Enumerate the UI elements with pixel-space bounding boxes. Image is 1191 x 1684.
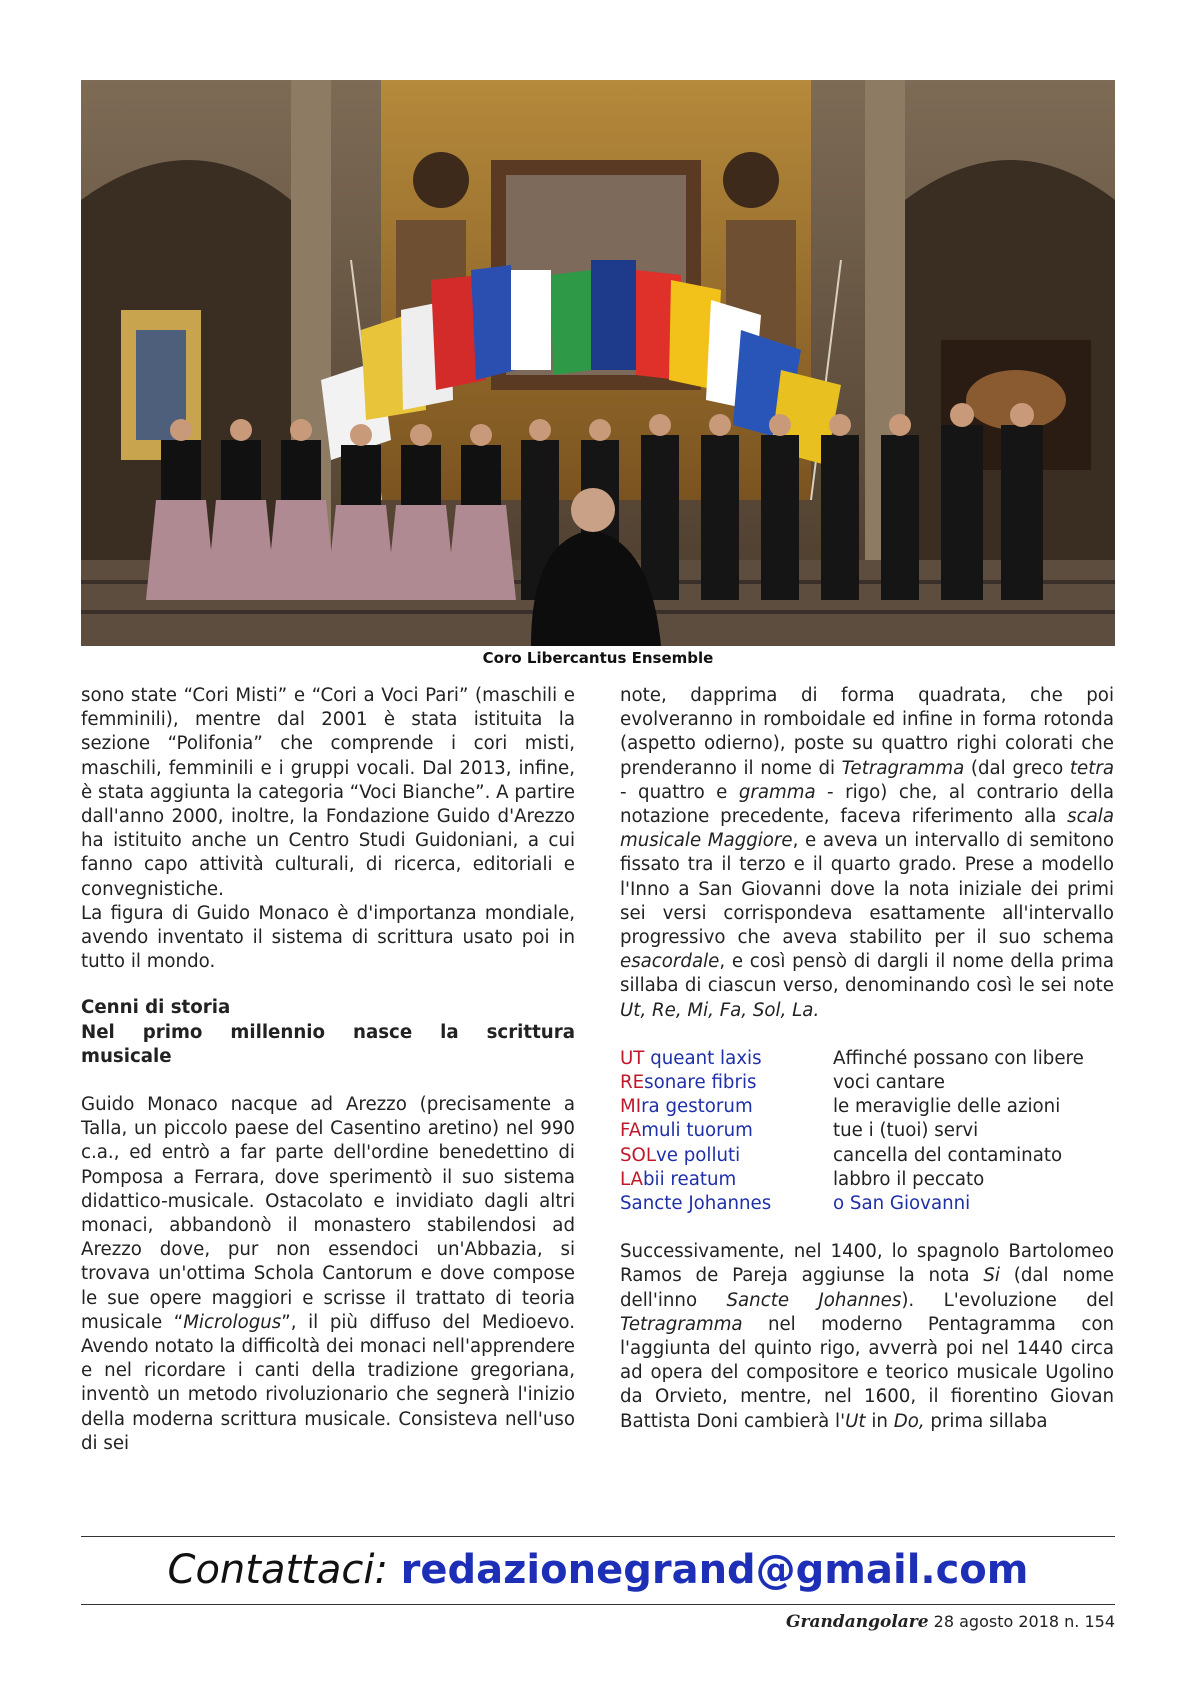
hymn-row: LAbii reatum labbro il peccato <box>620 1168 985 1190</box>
paragraph-notes: note, dapprima di forma quadrata, che poi evolveranno in romboidale ed infine in forma rotonda (aspetto odierno), poste su quattro righi colorati che prenderanno il nome di Tetragramma (dal greco tetra - quattro e gramma - rigo) che, al contrario della notazione precedente, faceva riferimento alla scala musicale Maggiore, e aveva un intervallo di semitono fissato tra il terzo e il quarto grado. Prese a modello l'Inno a San Giovanni dove la nota iniziale dei primi sei versi corrispondeva esattamente all'intervallo progressivo che aveva stabilito per il suo schema esacordale, e così pensò di dargli il nome della prima sillaba di ciascun verso, denominando così le sei note Ut, Re, Mi, Fa, Sol, La. <box>620 685 1115 1021</box>
hymn-row: REsonare fibris voci cantare <box>620 1072 945 1094</box>
page-footer <box>786 1612 1115 1632</box>
left-column <box>81 684 575 1456</box>
section-heading <box>81 996 575 1069</box>
paragraph-intro: sono state “Cori Misti” e “Cori a Voci Pari” (maschili e femminili), mentre dal 2001 è stata istituita la sezione “Polifonia” che comprende i cori misti, maschili, femminili e i gruppi vocali. Dal 2013, infine, è stata aggiunta la categoria “Voci Bianche”. A partire dall'anno 2000, inoltre, la Fondazione Guido d'Arezzo ha istituito anche un Centro Studi Guidoniani, a cui fanno capo attività culturali, di ricerca, editoriali e convegnistiche. <box>81 685 575 900</box>
paragraph-history: Guido Monaco nacque ad Arezzo (precisamente a Talla, un piccolo paese del Casentino aretino) nel 990 c.a., ed entrò a far parte dell'ordine benedettino di Pomposa a Ferrara, dove sperimentò il suo sistema didattico-musicale. Ostacolato e invidiato dagli altri monaci, abbandonò il monastero stabilendosi ad Arezzo dove, pur non essendoci un'Abbazia, si trovava un'ottima Schola Cantorum e dove compose le sue opere maggiori e scrisse il trattato di teoria musicale “Micrologus”, il più diffuso del Medioevo. Avendo notato la difficoltà dei monaci nell'apprendere e nel ricordare i canti della tradizione gregoriana, inventò un metodo rivoluzionario che segnerà l'inizio della moderna scrittura musicale. Consisteva nell'uso di sei <box>81 1094 575 1454</box>
hymn-row: UT queant laxis Affinché possano con libere <box>620 1047 1084 1069</box>
paragraph-guido: La figura di Guido Monaco è d'importanza mondiale, avendo inventato il sistema di scrittura usato poi in tutto il mondo. <box>81 902 575 973</box>
photo-caption: Coro Libercantus Ensemble <box>482 649 714 667</box>
right-column <box>620 684 1114 1434</box>
choir-church-image <box>81 80 1115 646</box>
hymn-table <box>620 1047 1114 1216</box>
divider-top <box>81 1536 1115 1537</box>
hymn-row: MIra gestorum le meraviglie delle azioni <box>620 1096 1061 1118</box>
contact-email-link[interactable]: redazionegrand@gmail.com <box>400 1547 1029 1593</box>
heading-line2: Nel primo millennio nasce la scrittura <box>81 1021 575 1043</box>
hymn-row: FAmuli tuorum tue i (tuoi) servi <box>620 1120 979 1142</box>
hymn-row: Sancte Johannes o San Giovanni <box>620 1193 971 1215</box>
choir-photo <box>81 80 1115 646</box>
paragraph-evolution: Successivamente, nel 1400, lo spagnolo Bartolomeo Ramos de Pareja aggiunse la nota Si (dal nome dell'inno Sancte Johannes). L'evoluzione del Tetragramma nel moderno Pentagramma con l'aggiunta del quinto rigo, avverrà poi nel 1440 circa ad opera del compositore e teorico musicale Ugolino da Orvieto, mentre, nel 1600, il fiorentino Giovan Battista Doni cambierà l'Ut in Do, prima sillaba <box>620 1241 1115 1432</box>
divider-bottom <box>81 1604 1115 1605</box>
contact-label: Contattaci: <box>167 1547 388 1593</box>
magazine-name: Grandangolare <box>785 1612 929 1632</box>
contact-line <box>81 1540 1115 1600</box>
heading-line3: musicale <box>81 1045 172 1067</box>
hymn-row: SOLve polluti cancella del contaminato <box>620 1144 1063 1166</box>
heading-cenni: Cenni di storia <box>81 997 231 1019</box>
issue-date: 28 agosto 2018 n. 154 <box>928 1612 1115 1631</box>
